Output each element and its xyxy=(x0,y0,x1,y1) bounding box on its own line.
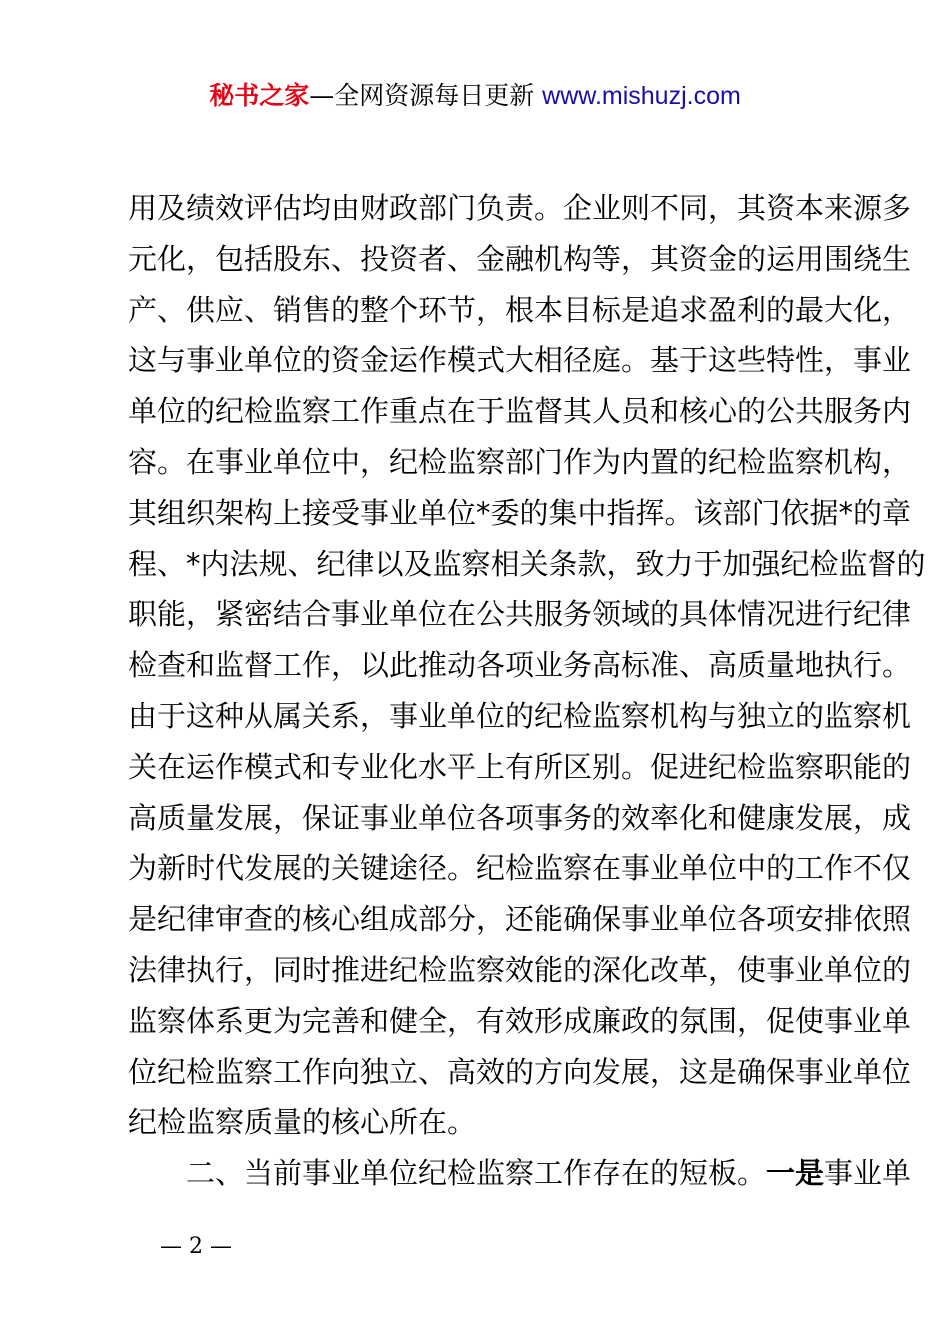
body-line: 这与事业单位的资金运作模式大相径庭。基于这些特性，事业 xyxy=(128,343,912,378)
section-heading: 二、当前事业单位纪检监察工作存在的短板。 xyxy=(186,1156,767,1191)
document-body xyxy=(128,183,926,1199)
body-line: 单位的纪检监察工作重点在于监督其人员和核心的公共服务内 xyxy=(128,394,912,429)
body-line: 元化，包括股东、投资者、金融机构等，其资金的运用围绕生 xyxy=(128,241,912,276)
body-line: 高质量发展，保证事业单位各项事务的效率化和健康发展，成 xyxy=(128,800,912,835)
body-line: 其组织架构上接受事业单位*委的集中指挥。该部门依据*的章 xyxy=(128,495,912,530)
body-line: 职能，紧密结合事业单位在公共服务领域的具体情况进行纪律 xyxy=(128,597,912,632)
brand-name: 秘书之家 xyxy=(209,81,310,110)
page-header xyxy=(0,78,950,114)
body-line: 法律执行，同时推进纪检监察效能的深化改革，使事业单位的 xyxy=(128,952,912,987)
body-line-paragraph-end: 纪检监察质量的核心所在。 xyxy=(128,1105,477,1140)
body-line: 产、供应、销售的整个环节，根本目标是追求盈利的最大化， xyxy=(128,292,912,327)
body-line: 程、*内法规、纪律以及监察相关条款，致力于加强纪检监督的 xyxy=(128,546,926,581)
body-line: 关在运作模式和专业化水平上有所区别。促进纪检监察职能的 xyxy=(128,749,912,784)
body-line: 用及绩效评估均由财政部门负责。企业则不同，其资本来源多 xyxy=(128,191,912,225)
body-line: 位纪检监察工作向独立、高效的方向发展，这是确保事业单位 xyxy=(128,1054,912,1089)
bold-lead-text: 一是 xyxy=(766,1156,825,1191)
site-url-link[interactable]: www.mishuzj.com xyxy=(542,82,741,110)
body-line: 容。在事业单位中，纪检监察部门作为内置的纪检监察机构， xyxy=(128,444,912,479)
section-heading-line xyxy=(128,1148,912,1199)
body-line: 为新时代发展的关键途径。纪检监察在事业单位中的工作不仅 xyxy=(128,851,912,886)
body-line: 由于这种从属关系，事业单位的纪检监察机构与独立的监察机 xyxy=(128,698,912,733)
body-line: 监察体系更为完善和健全，有效形成廉政的氛围，促使事业单 xyxy=(128,1003,912,1038)
section-continuation: 事业单 xyxy=(824,1156,912,1191)
page-number: — 2 — xyxy=(160,1234,232,1259)
body-line: 是纪律审查的核心组成部分，还能确保事业单位各项安排依照 xyxy=(128,902,912,937)
header-tagline: —全网资源每日更新 xyxy=(309,81,543,110)
body-line: 检查和监督工作，以此推动各项业务高标准、高质量地执行。 xyxy=(128,648,912,683)
